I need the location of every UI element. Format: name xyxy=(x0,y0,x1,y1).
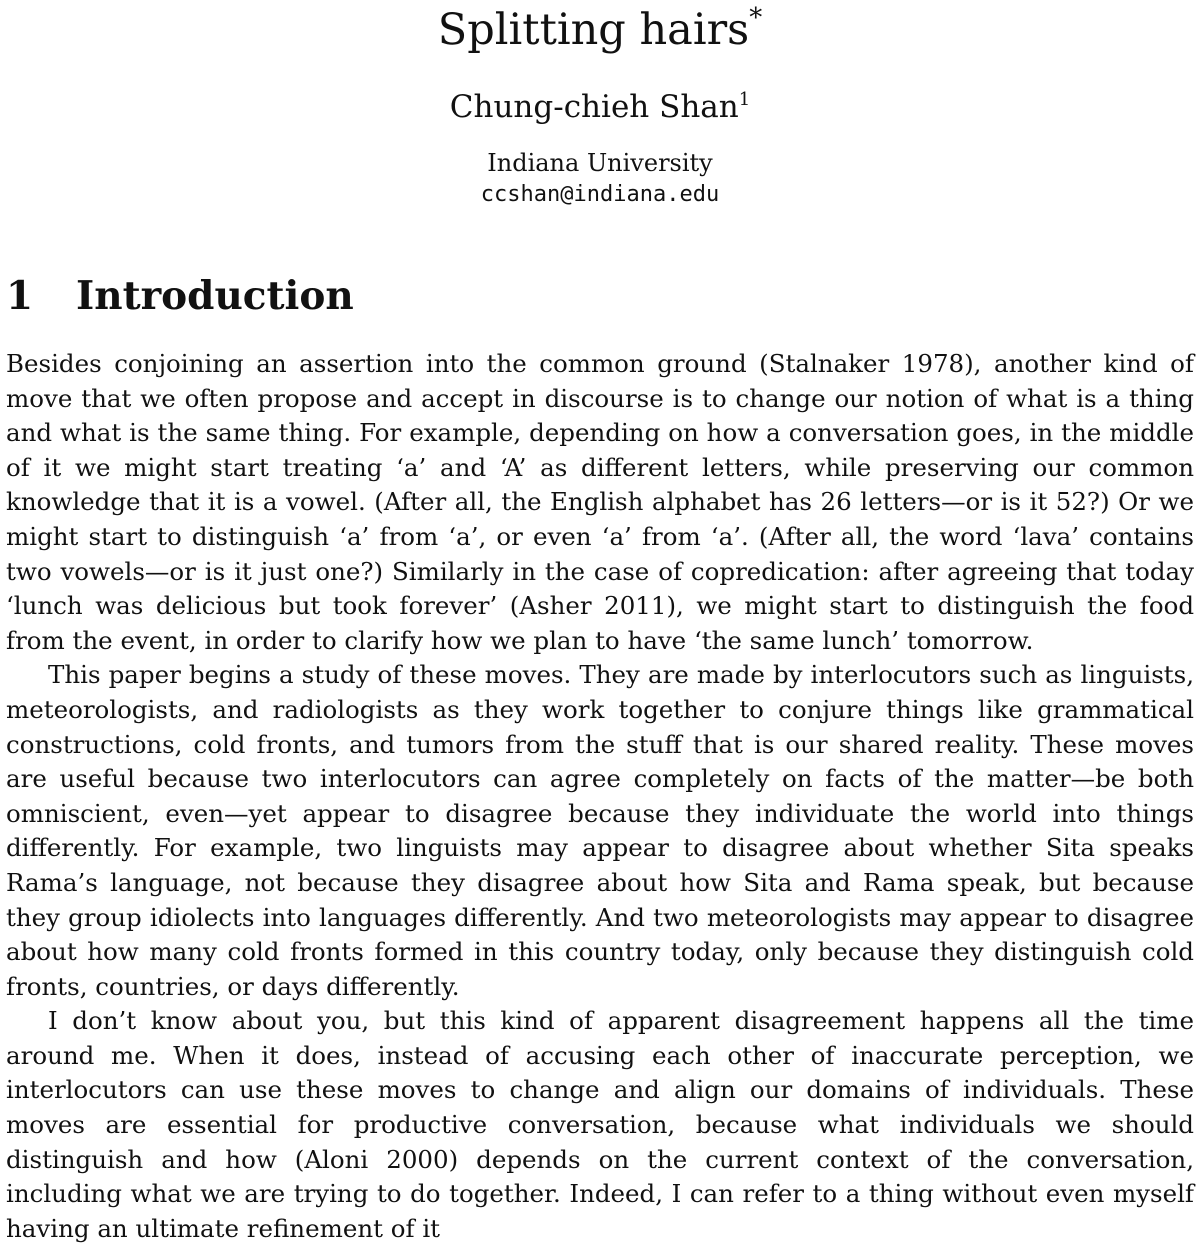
section-heading xyxy=(6,270,354,322)
title-footnote-marker: * xyxy=(749,3,763,33)
section-number: 1 xyxy=(6,273,34,319)
author-name-text: Chung-chieh Shan xyxy=(449,89,739,125)
author-name xyxy=(0,80,1200,127)
paper-title-text: Splitting hairs xyxy=(437,5,750,55)
author-email: ccshan@indiana.edu xyxy=(480,182,720,207)
paper-title xyxy=(0,0,1200,56)
section-title: Introduction xyxy=(76,273,354,319)
paragraph: Besides conjoining an assertion into the common ground (Stalnaker 1978), another kind of move that we often propose and accept in discourse is to change our notion of what is a thing and what is the same thing. For example, depending on how a conversation goes, in the middle of it we might start treating ‘a’ and ‘A’ as different letters, while preserving our common knowledge that it is a vowel. (After all, the English alphabet has 26 letters—or is it 52?) Or we might start to distinguish ‘a’ from ‘a’, or even ‘a’ from ‘a’. (After all, the word ‘lava’ contains two vowels—or is it just one?) Similarly in the case of copredication: after agreeing that today ‘lunch was delicious but took forever’ (Asher 2011), we might start to distinguish the food from the event, in order to clarify how we plan to have ‘the same lunch’ tomorrow. xyxy=(6,349,1194,655)
paragraph: I don’t know about you, but this kind of apparent disagreement happens all the time around me. When it does, instead of accusing each other of inaccurate perception, we interlocutors can use these moves to change and align our domains of individuals. These moves are essential for productive conversation, because what individuals we should distinguish and how (Aloni 2000) depends on the current context of the conversation, including what we are trying to do together. Indeed, I can refer to a thing without even myself having an ultimate refinement of it xyxy=(6,1006,1194,1243)
paragraph: This paper begins a study of these moves. They are made by interlocutors such as linguists, meteorologists, and radiologists as they work together to conjure things like grammatical constructions, cold fronts, and tumors from the stuff that is our shared reality. These moves are useful because two interlocutors can agree completely on facts of the matter—be both omniscient, even—yet appear to disagree because they individuate the world into things differently. For example, two linguists may appear to disagree about whether Sita speaks Rama’s language, not because they disagree about how Sita and Rama speak, but because they group idiolects into languages differently. And two meteorologists may appear to disagree about how many cold fronts formed in this country today, only because they distinguish cold fronts, countries, or days differently. xyxy=(6,660,1194,1001)
author-footnote-marker: 1 xyxy=(738,89,751,110)
affiliation: Indiana University xyxy=(487,149,713,177)
body-text xyxy=(6,347,1194,1246)
